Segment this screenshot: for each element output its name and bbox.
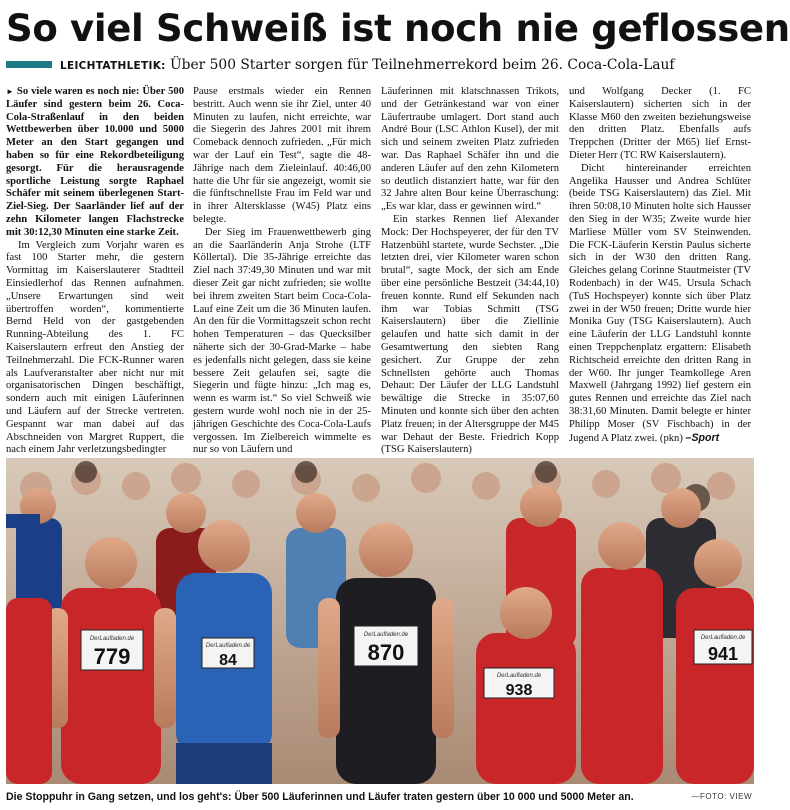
body-text: Dicht hintereinander erreichten Angelika Hausser und Andrea Schlüter (beide TSG Kaiserslautern) das Ziel. Mit ihren 50:08,10 Minuten holte sich Hausser den Sieg in der W35; Zweite wurde hier Marliese Müller vom SV Steinwenden. Die FCK-Läuferin Kerstin Paulus sicherte sich in der W30 den dritten Rang. Gleiches gelang Corinne Stautmeister (TV Rodenbach) in der W45. Ursula Schach (TuS Hochspeyer) konnte sich über Platz zwei in der W50 freuen; Dritte wurde hier Monika Guy (TSG Kaiserslautern). Auch eine Läuferin der LLG Landstuhl konnte einen Treppchenplatz ergattern: Elisabeth Richtscheid erreichte den dritten Rang in der W60. Ihr junger Teamkollege Aren Maxwell (Jahrgang 1992) lief gestern ein gutes Rennen und erreichte das Ziel nach 38:31,60 Minuten. Damit belegte er hinter Philipp Moser (SV Fischbach) in der Jugend A Platz zwei. (pkn) xyxy=(569,162,751,444)
author-signature: –Sport xyxy=(685,431,720,444)
article-column-1 xyxy=(6,86,184,456)
svg-text:779: 779 xyxy=(93,644,131,669)
svg-text:941: 941 xyxy=(707,644,739,664)
svg-text:DerLaufladen.de: DerLaufladen.de xyxy=(700,635,746,641)
svg-text:84: 84 xyxy=(219,652,237,669)
kicker-text: Über 500 Starter sorgen für Teilnehmerrekord beim 26. Coca-Cola-Lauf xyxy=(170,57,675,73)
kicker xyxy=(6,56,754,74)
kicker-accent-bar xyxy=(6,61,52,68)
triangle-bullet-icon: ► xyxy=(6,87,14,96)
kicker-label: LEICHTATHLETIK: xyxy=(60,60,166,72)
bib-779 xyxy=(81,630,143,670)
body-paragraph: Läuferinnen mit klatschnassen Trikots, und der Getränkestand war von einer Läufertraube umlagert. Dort stand auch André Bour (LSC Athlon Kusel), der mit sich und seinem zweiten Platz zufrieden war. Das Raphael Schäfer ihn und die anderen Läufer auf den zehn Kilometern so deutlich distanziert hatte, war für den 32 Jahre alten Bour keine Überraschung: „Es war klar, dass er gewinnen wird.“ xyxy=(381,86,559,213)
lead-paragraph xyxy=(6,86,184,240)
headline: So viel Schweiß ist noch nie geflossen xyxy=(6,7,790,50)
kicker-line xyxy=(60,56,754,74)
svg-text:DerLaufladen.de: DerLaufladen.de xyxy=(496,673,542,679)
svg-text:938: 938 xyxy=(505,682,533,699)
article-column-4 xyxy=(569,86,751,448)
photo-credit: —FOTO: VIEW xyxy=(691,792,752,801)
race-start-photo xyxy=(6,458,754,784)
lead-text: So viele waren es noch nie: Über 500 Läufer sind gestern beim 26. Coca-Cola-Straßenlauf in den beiden Wettbewerben über 10.000 und 5000 Meter an den Start gegangen und haben so für eine Rekordbeteiligung gesorgt. Für die herausragende sportliche Leistung sorgte Raphael Schäfer mit seinem überlegenen Start-Ziel-Sieg. Der Saarländer lief auf der zehn Kilometer langen Flachstrecke mit 30:12,30 Minuten eine starke Zeit. xyxy=(6,86,184,238)
photo-caption: Die Stoppuhr in Gang setzen, und los geht's: Über 500 Läuferinnen und Läufer traten gestern über 10 000 und 5000 Meter an. xyxy=(6,791,634,803)
body-paragraph: Im Vergleich zum Vorjahr waren es fast 100 Starter mehr, die gestern Vormittag im Kaiserslauterer Stadtteil Einsiedlerhof das Rennen aufnahmen. „Unsere Erwartungen sind weit übertroffen worden“, kommentierte Bernd Held von der gastgebenden Running-Abteilung des 1. FC Kaiserslautern erfreut den Anstieg der Teilnehmerzahl. Die FCK-Runner waren als Laufveranstalter aber nicht nur mit organisatorischen Dingen beschäftigt, sondern auch mit einigen Läuferinnen und Läufern auf der Strecke vertreten. Gespannt war man dabei auf das Abschneiden von Margret Ruppert, die nach einem Jahr verletzungsbedingter xyxy=(6,239,184,456)
bib-941 xyxy=(694,630,752,664)
svg-text:870: 870 xyxy=(367,640,405,665)
svg-text:DerLaufladen.de: DerLaufladen.de xyxy=(205,643,251,649)
bib-938 xyxy=(484,668,554,699)
svg-text:DerLaufladen.de: DerLaufladen.de xyxy=(89,636,135,642)
body-paragraph: Pause erstmals wieder ein Rennen bestritt. Auch wenn sie ihr Ziel, unter 40 Minuten zu laufen, nicht erreichte, war die Siegerin des Jahres 2001 mit ihrem Comeback dennoch zufrieden. „Für mich war der Lauf ein Test“, sagte die 48-Jährige nach dem Zieleinlauf. 40:46,00 hatte die Uhr für sie angezeigt, womit sie die fünftschnellste Frau im Feld war und in ihrer Altersklasse (W45) Platz eins belegte. xyxy=(193,86,371,225)
svg-text:DerLaufladen.de: DerLaufladen.de xyxy=(363,632,409,638)
body-paragraph: und Wolfgang Decker (1. FC Kaiserslautern) sicherten sich in der Klasse M60 den zweiten beziehungsweise den dritten Platz. Ebenfalls aufs Treppchen (Dritter der M65) lief Ernst-Dieter Herr (TC RW Kaiserslautern). xyxy=(569,86,751,161)
bib-870 xyxy=(354,626,418,666)
body-paragraph: Ein starkes Rennen lief Alexander Mock: Der Hochspeyerer, der für den TV Hatzenbühl startete, wurde Sechster. „Die letzten drei, vier Kilometer waren schon brutal“, sagte Mock, der sich am Ende über eine persönliche Bestzeit (34:44,10) freuen konnte. Rund elf Sekunden nach ihm war Tobias Schmitt (TSG Kaiserslautern) über die Ziellinie gelaufen und hatte sich damit in der Gesamtwertung den siebten Rang gesichert. Zur Gruppe der zehn Schnellsten gehörte auch Thomas Dehaut: Der Läufer der LLG Landstuhl bewältige die Strecke in 35:07,60 Minuten und konnte sich über den achten Platz freuen; in der Altersgruppe der M45 war Dehaut der Beste. Friedrich Kopp (TSG Kaiserslautern) xyxy=(381,213,559,456)
bib-84 xyxy=(202,638,254,669)
article-column-2 xyxy=(193,86,371,456)
body-paragraph xyxy=(569,163,751,446)
body-paragraph: Der Sieg im Frauenwettbewerb ging an die Saarländerin Anja Strohe (LTF Köllertal). Die 35-Jährige erreichte das Ziel nach 37:49,30 Minuten und war mit dieser Zeit gar nicht zufrieden; sie wollte bei ihrem zweiten Start beim Coca-Cola-Lauf eine Zeit um die 36 Minuten laufen. An den für die Vormittagszeit schon recht hohen Temperaturen – das Quecksilber näherte sich der 30-Grad-Marke – habe es jedenfalls nicht gelegen, dass sie keine bessere Zeit gelaufen sei, sagte die Siegerin und fügte hinzu: „Ich mag es, wenn es warm ist.“ So viel Schweiß wie gestern wurde wohl noch nie in der 25-jährigen Geschichte des Coca-Cola-Laufs vergossen. Im Zielbereich wimmelte es nur so von Läufern und xyxy=(193,226,371,456)
article-column-3 xyxy=(381,86,559,456)
